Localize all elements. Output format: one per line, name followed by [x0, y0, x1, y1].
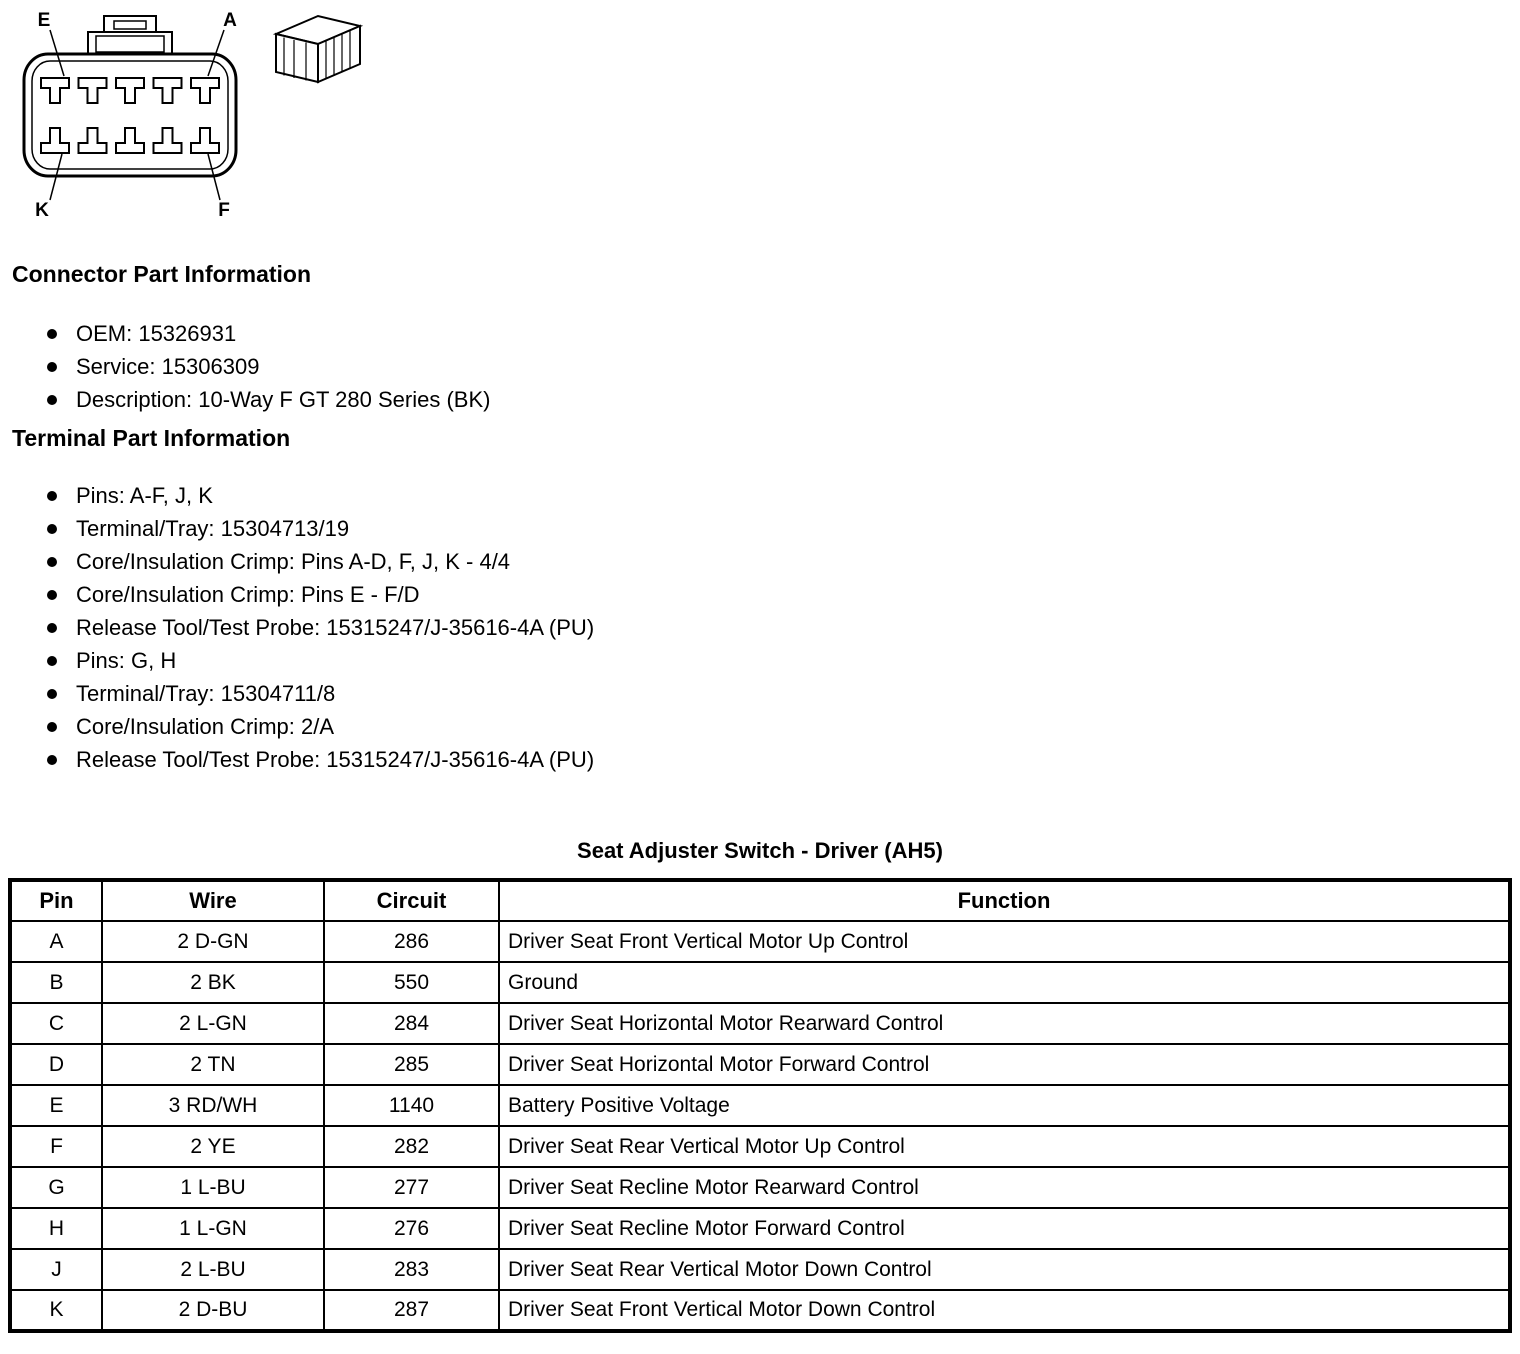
table-row [10, 962, 1510, 1003]
cell-pin: C [10, 1003, 102, 1044]
cell-pin: G [10, 1167, 102, 1208]
col-header-circuit: Circuit [324, 880, 499, 921]
cell-function: Battery Positive Voltage [499, 1085, 1510, 1126]
connector-diagram [8, 2, 388, 227]
cell-wire: 2 D-BU [102, 1290, 324, 1331]
list-item-service: Service: 15306309 [38, 350, 1112, 383]
list-item-oem: OEM: 15326931 [38, 317, 1112, 350]
pin-label-bottom-left: K [35, 200, 49, 221]
cell-wire: 2 YE [102, 1126, 324, 1167]
list-item-crimp-1: Core/Insulation Crimp: Pins A-D, F, J, K - 4/4 [38, 545, 1112, 578]
list-item-crimp: Core/Insulation Crimp: 2/A [38, 710, 1112, 743]
cell-pin: E [10, 1085, 102, 1126]
list-item-pins: Pins: G, H [38, 644, 1112, 677]
col-header-function: Function [499, 880, 1510, 921]
connector-latch [88, 16, 172, 56]
cell-circuit: 283 [324, 1249, 499, 1290]
cell-circuit: 285 [324, 1044, 499, 1085]
cell-wire: 2 D-GN [102, 921, 324, 962]
cell-pin: F [10, 1126, 102, 1167]
pin-label-top-left: E [37, 10, 51, 31]
part-information-section [12, 262, 1112, 776]
cell-function: Driver Seat Horizontal Motor Forward Control [499, 1044, 1510, 1085]
connector-diagram-svg [8, 2, 388, 227]
cell-function: Driver Seat Front Vertical Motor Down Control [499, 1290, 1510, 1331]
terminal-part-info-group-1 [12, 479, 1112, 644]
cell-circuit: 284 [324, 1003, 499, 1044]
cell-wire: 2 BK [102, 962, 324, 1003]
table-row [10, 1126, 1510, 1167]
table-row [10, 1044, 1510, 1085]
table-row [10, 921, 1510, 962]
pin-label-bottom-right: F [218, 200, 230, 221]
cell-function: Driver Seat Rear Vertical Motor Down Control [499, 1249, 1510, 1290]
pin-label-top-right: A [223, 10, 237, 31]
cell-wire: 2 L-GN [102, 1003, 324, 1044]
cell-function: Driver Seat Recline Motor Forward Control [499, 1208, 1510, 1249]
cell-pin: J [10, 1249, 102, 1290]
cell-pin: A [10, 921, 102, 962]
cell-pin: H [10, 1208, 102, 1249]
cell-pin: B [10, 962, 102, 1003]
connector-part-info-list [12, 317, 1112, 416]
list-item-terminal-tray: Terminal/Tray: 15304713/19 [38, 512, 1112, 545]
table-title: Seat Adjuster Switch - Driver (AH5) [577, 838, 943, 863]
cell-circuit: 550 [324, 962, 499, 1003]
cell-circuit: 276 [324, 1208, 499, 1249]
cell-circuit: 1140 [324, 1085, 499, 1126]
list-item-crimp-2: Core/Insulation Crimp: Pins E - F/D [38, 578, 1112, 611]
cell-pin: D [10, 1044, 102, 1085]
list-item-release-tool: Release Tool/Test Probe: 15315247/J-35616-4A (PU) [38, 743, 1112, 776]
col-header-pin: Pin [10, 880, 102, 921]
cell-circuit: 286 [324, 921, 499, 962]
connector-isometric-view [276, 16, 360, 82]
cell-circuit: 277 [324, 1167, 499, 1208]
table-row [10, 1003, 1510, 1044]
table-row [10, 1167, 1510, 1208]
pinout-table [8, 878, 1512, 1333]
cell-circuit: 282 [324, 1126, 499, 1167]
cell-function: Driver Seat Front Vertical Motor Up Control [499, 921, 1510, 962]
list-item-description: Description: 10-Way F GT 280 Series (BK) [38, 383, 1112, 416]
cell-function: Driver Seat Rear Vertical Motor Up Control [499, 1126, 1510, 1167]
terminal-part-info-group-2 [12, 644, 1112, 776]
connector-outer-outline [24, 54, 236, 176]
list-item-pins: Pins: A-F, J, K [38, 479, 1112, 512]
connector-face-view [24, 10, 237, 221]
cell-wire: 2 L-BU [102, 1249, 324, 1290]
cell-wire: 1 L-BU [102, 1167, 324, 1208]
cell-wire: 1 L-GN [102, 1208, 324, 1249]
table-row [10, 1249, 1510, 1290]
table-row [10, 1085, 1510, 1126]
table-header-row [10, 880, 1510, 921]
list-item-release-tool: Release Tool/Test Probe: 15315247/J-35616-4A (PU) [38, 611, 1112, 644]
cell-function: Driver Seat Recline Motor Rearward Control [499, 1167, 1510, 1208]
terminal-part-info-heading: Terminal Part Information [12, 425, 291, 451]
list-item-terminal-tray: Terminal/Tray: 15304711/8 [38, 677, 1112, 710]
cell-circuit: 287 [324, 1290, 499, 1331]
cell-pin: K [10, 1290, 102, 1331]
table-row [10, 1290, 1510, 1331]
col-header-wire: Wire [102, 880, 324, 921]
connector-part-info-heading: Connector Part Information [12, 261, 312, 287]
cell-function: Ground [499, 962, 1510, 1003]
cell-function: Driver Seat Horizontal Motor Rearward Control [499, 1003, 1510, 1044]
cell-wire: 3 RD/WH [102, 1085, 324, 1126]
table-row [10, 1208, 1510, 1249]
cell-wire: 2 TN [102, 1044, 324, 1085]
